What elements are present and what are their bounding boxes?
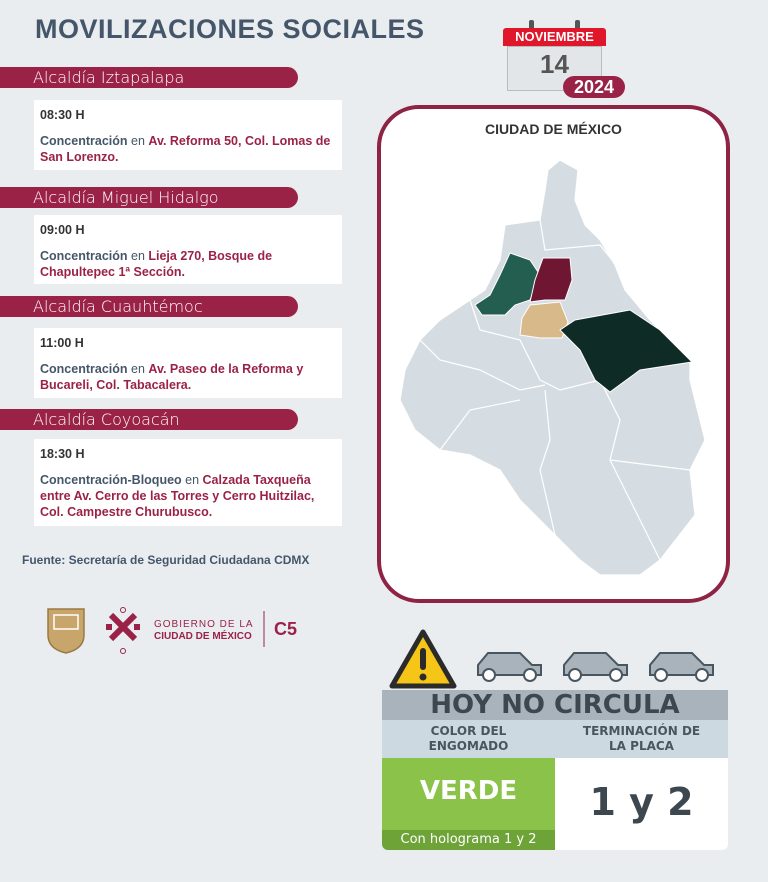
car-icon — [564, 653, 627, 681]
event-place: Calzada Taxqueña entre Av. Cerro de las Torres y Cerro Huitzilac, Col. Campestre Churubusco. — [40, 473, 315, 519]
alcaldia-header: Alcaldía Iztapalapa — [0, 67, 298, 88]
event-connector: en — [127, 362, 149, 376]
event-connector: en — [127, 134, 149, 148]
hologram-note: Con holograma 1 y 2 — [382, 830, 555, 850]
event-place: Lieja 270, Bosque de Chapultepec 1ª Sección. — [40, 249, 273, 279]
calendar-month: NOVIEMBRE — [503, 28, 606, 46]
event-time: 18:30 H — [40, 447, 85, 461]
alcaldia-header: Alcaldía Miguel Hidalgo — [0, 187, 298, 208]
calendar-badge — [503, 20, 615, 97]
event-card — [34, 215, 342, 284]
gov-name-line1: GOBIERNO DE LA — [154, 619, 254, 630]
map-title: CIUDAD DE MÉXICO — [485, 121, 622, 137]
c5-logo: C5 — [274, 619, 298, 639]
source-note: Fuente: Secretaría de Seguridad Ciudadana CDMX — [22, 553, 310, 567]
event-type: Concentración — [40, 134, 128, 148]
col-plate-header: TERMINACIÓN DE LA PLACA — [582, 724, 701, 753]
logos — [46, 607, 306, 662]
event-type: Concentración — [40, 249, 128, 263]
hoy-no-circula-title: HOY NO CIRCULA — [382, 690, 728, 720]
map-frame — [377, 105, 730, 603]
car-icon — [478, 653, 541, 681]
event-connector: en — [181, 473, 203, 487]
event-time: 08:30 H — [40, 108, 85, 122]
event-connector: en — [127, 249, 149, 263]
event-type: Concentración-Bloqueo — [40, 473, 182, 487]
event-place: Av. Reforma 50, Col. Lomas de San Lorenzo. — [40, 134, 331, 164]
event-place: Av. Paseo de la Reforma y Bucareli, Col. Tabacalera. — [40, 362, 304, 392]
car-icon — [650, 653, 713, 681]
event-time: 11:00 H — [40, 336, 84, 350]
page-title: MOVILIZACIONES SOCIALES — [35, 14, 425, 44]
event-card — [34, 328, 342, 398]
alcaldia-header: Alcaldía Coyoacán — [0, 409, 298, 430]
event-time: 09:00 H — [40, 223, 85, 237]
event-card — [34, 100, 342, 170]
calendar-day: 14 — [507, 46, 602, 91]
gov-knot-icon — [106, 615, 140, 639]
warning-icon — [388, 628, 458, 690]
calendar-year: 2024 — [563, 76, 625, 98]
col-color-header: COLOR DEL ENGOMADO — [428, 724, 509, 753]
event-type: Concentración — [40, 362, 128, 376]
gov-name-line2: CIUDAD DE MÉXICO — [154, 631, 252, 642]
plate-endings: 1 y 2 — [555, 758, 728, 850]
hoy-no-circula-headers — [382, 720, 728, 758]
event-card — [34, 439, 342, 526]
alcaldia-header: Alcaldía Cuauhtémoc — [0, 296, 298, 317]
sticker-color: VERDE — [382, 758, 555, 830]
car-icons — [475, 645, 720, 685]
